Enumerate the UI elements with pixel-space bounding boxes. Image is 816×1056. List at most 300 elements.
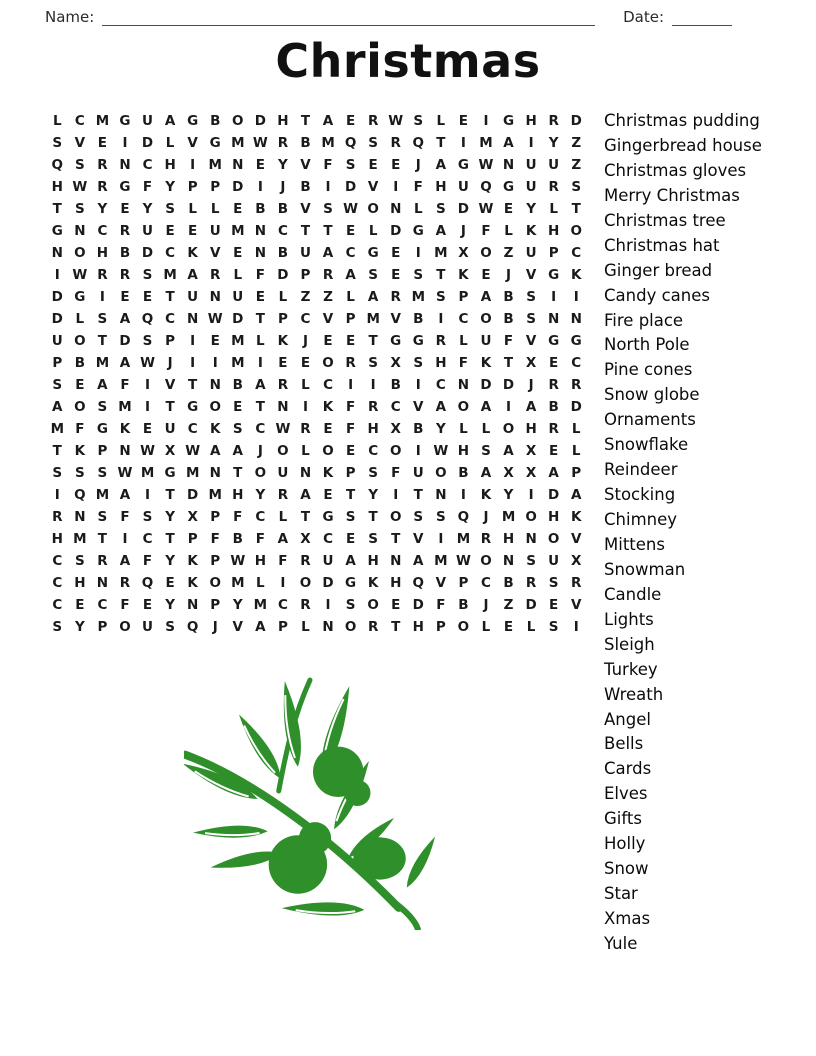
grid-letter: G [209,135,221,151]
grid-letter: L [459,421,468,437]
grid-letter: F [391,465,401,481]
grid-letter: T [165,531,175,547]
grid-letter: L [549,201,558,217]
grid-letter: E [255,157,265,173]
grid-letter: N [232,157,244,173]
word-search-grid [46,110,588,638]
grid-letter: I [551,289,557,305]
grid-letter: R [367,113,379,129]
grid-letter: S [368,465,379,481]
grid-letter: I [54,487,60,503]
grid-letter: E [120,201,130,217]
grid-letter: X [187,509,198,525]
grid-letter: X [164,443,176,459]
grid-letter: D [277,267,289,283]
grid-letter: Q [141,575,154,591]
grid-letter: O [525,509,537,525]
grid-letter: D [187,487,199,503]
grid-letter: Z [503,597,514,613]
grid-letter: S [548,619,559,635]
grid-letter: F [278,553,288,569]
grid-letter: T [255,311,265,327]
grid-letter: P [277,311,288,327]
grid-letter: S [345,509,356,525]
grid-letter: I [122,135,128,151]
grid-letter: F [458,355,469,371]
grid-letter: S [368,267,379,283]
grid-letter: V [413,531,424,547]
grid-letter: R [97,553,108,569]
word-list-item: Chimney [604,510,678,529]
grid-letter: Q [344,135,357,151]
grid-letter: W [455,553,471,569]
grid-letter: A [255,619,266,635]
grid-letter: T [391,531,401,547]
grid-letter: N [51,245,63,261]
grid-letter: L [256,575,265,591]
grid-letter: I [145,377,151,393]
grid-letter: F [75,421,85,437]
grid-letter: N [390,553,402,569]
grid-letter: H [367,421,379,437]
word-list-item: Snow [604,859,649,879]
grid-letter: H [548,223,560,239]
grid-letter: C [571,245,582,261]
grid-letter: C [368,443,379,459]
grid-letter: K [187,245,198,261]
grid-letter: R [277,377,289,393]
grid-letter: V [525,333,537,349]
grid-letter: E [75,377,85,393]
grid-letter: R [367,619,379,635]
word-list-item: Mittens [604,534,665,554]
grid-letter: A [119,311,131,327]
grid-letter: N [187,597,199,613]
grid-letter: F [481,223,491,239]
grid-letter: E [345,443,356,459]
grid-letter: A [119,553,131,569]
grid-letter: I [370,377,376,393]
grid-letter: I [438,311,444,327]
grid-letter: N [96,575,109,591]
grid-letter: U [142,619,154,635]
grid-letter: G [412,333,424,349]
grid-letter: E [391,597,401,613]
grid-letter: I [145,487,151,503]
olive-branch-illustration [184,670,438,930]
word-list-item: Turkey [604,659,658,679]
grid-letter: I [212,355,218,371]
grid-letter: I [415,443,421,459]
grid-letter: L [165,135,175,151]
grid-letter: H [164,157,176,173]
grid-letter: I [573,619,579,635]
grid-letter: W [388,113,404,129]
grid-letter: P [300,267,311,283]
grid-letter: V [525,267,537,283]
grid-letter: M [231,333,245,349]
grid-letter: I [122,531,128,547]
grid-letter: R [97,179,108,195]
grid-letter: N [254,223,266,239]
grid-letter: Q [186,619,199,635]
grid-letter: G [502,179,515,195]
grid-letter: K [458,267,469,283]
grid-letter: U [164,421,176,437]
word-list-item: Christmas hat [604,235,720,255]
grid-letter: Z [300,289,311,305]
grid-letter: S [526,289,536,305]
grid-letter: T [97,531,108,547]
grid-letter: Q [51,157,64,173]
grid-letter: L [504,223,513,239]
grid-letter: E [165,223,175,239]
grid-letter: B [458,597,469,613]
grid-letter: I [483,113,489,129]
grid-letter: O [502,421,515,437]
grid-letter: F [345,399,356,415]
grid-letter: O [74,245,86,261]
grid-letter: S [526,553,536,569]
grid-letter: R [571,377,582,393]
grid-letter: H [232,487,244,503]
grid-letter: C [255,421,266,437]
grid-letter: W [72,179,88,195]
grid-letter: C [74,113,85,129]
grid-letter: H [51,179,63,195]
grid-letter: J [302,333,308,349]
grid-letter: G [322,509,334,525]
grid-letter: K [480,355,492,371]
grid-letter: S [52,619,63,635]
word-list-item: Yule [604,933,638,953]
grid-letter: X [300,531,311,547]
grid-letter: R [97,157,108,173]
grid-letter: E [120,289,130,305]
grid-letter: C [165,245,176,261]
grid-letter: J [483,509,489,525]
olive [299,822,331,854]
grid-letter: D [457,201,470,217]
grid-letter: D [232,179,244,195]
grid-letter: I [280,575,286,591]
grid-letter: X [571,553,582,569]
grid-letter: A [209,443,221,459]
grid-letter: S [368,531,379,547]
grid-letter: S [368,355,379,371]
grid-letter: E [142,421,153,437]
grid-letter: Y [368,487,379,503]
grid-letter: C [435,377,446,393]
grid-letter: P [277,619,288,635]
grid-letter: F [255,267,265,283]
grid-letter: T [300,509,311,525]
grid-letter: B [210,113,221,129]
grid-letter: O [480,245,492,261]
grid-letter: M [208,487,222,503]
grid-letter: V [232,619,243,635]
grid-letter: U [457,179,469,195]
grid-letter: A [345,267,356,283]
grid-letter: N [74,509,86,525]
grid-letter: B [277,201,289,217]
grid-letter: T [52,443,62,459]
grid-letter: T [188,377,198,393]
grid-letter: M [321,135,335,151]
grid-letter: N [435,487,447,503]
grid-letter: W [478,201,494,217]
grid-letter: A [503,135,514,151]
grid-letter: Q [74,487,86,503]
grid-letter: N [457,377,470,393]
word-list-item: Cards [604,759,652,779]
grid-letter: S [52,465,63,481]
grid-letter: U [142,113,154,129]
grid-letter: S [165,619,175,635]
grid-letter: F [142,553,153,569]
grid-letter: L [571,421,581,437]
grid-letter: W [343,201,359,217]
word-list-item: Christmas gloves [604,160,747,180]
grid-letter: E [368,157,378,173]
grid-letter: T [97,333,108,349]
grid-letter: U [525,179,537,195]
grid-letter: G [51,223,63,239]
leaf [401,835,438,890]
grid-letter: I [415,377,421,393]
grid-letter: M [366,311,380,327]
grid-letter: A [322,245,334,261]
grid-letter: J [415,157,421,173]
grid-letter: I [190,157,196,173]
grid-letter: K [570,267,582,283]
grid-letter: H [457,443,470,459]
grid-letter: Y [503,487,514,503]
grid-letter: J [167,355,173,371]
grid-letter: H [435,179,447,195]
grid-letter: S [142,509,153,525]
grid-letter: R [548,113,559,129]
grid-letter: T [413,487,423,503]
grid-letter: H [525,113,537,129]
olive [344,780,370,806]
grid-letter: D [570,113,582,129]
grid-letter: D [51,311,63,327]
grid-letter: L [210,201,220,217]
grid-letter: X [525,355,537,371]
grid-letter: L [413,201,423,217]
grid-letter: Q [412,575,425,591]
grid-letter: V [435,575,447,591]
grid-letter: I [460,487,466,503]
grid-letter: P [345,465,356,481]
grid-letter: V [390,311,401,327]
grid-letter: I [348,377,354,393]
grid-letter: R [277,487,289,503]
grid-letter: C [323,377,333,393]
grid-letter: O [389,443,402,459]
grid-letter: Q [457,509,470,525]
grid-letter: T [52,201,62,217]
grid-letter: A [232,443,243,459]
grid-letter: Y [232,597,243,613]
grid-letter: I [325,597,331,613]
grid-letter: S [74,465,85,481]
grid-letter: Q [480,179,492,195]
grid-letter: M [163,267,177,283]
grid-letter: A [480,399,492,415]
grid-letter: O [389,509,402,525]
grid-letter: V [187,135,198,151]
grid-letter: N [209,465,221,481]
grid-letter: Y [97,201,108,217]
grid-letter: M [231,355,245,371]
word-list-item: North Pole [604,335,690,355]
grid-letter: N [322,619,334,635]
grid-letter: P [458,289,469,305]
grid-letter: M [95,113,110,129]
grid-letter: O [547,531,560,547]
grid-letter: M [140,465,155,481]
grid-letter: I [506,399,512,415]
leaf [193,824,268,839]
grid-letter: O [322,355,334,371]
grid-letter: N [525,531,537,547]
grid-letter: I [460,135,466,151]
grid-letter: S [97,509,108,525]
grid-letter: R [300,597,311,613]
grid-letter: Z [503,245,514,261]
grid-letter: P [165,333,176,349]
grid-letter: N [74,223,86,239]
grid-letter: M [50,421,64,437]
grid-letter: K [480,487,492,503]
grid-letter: L [346,289,355,305]
grid-letter: E [142,289,153,305]
grid-letter: E [165,575,175,591]
grid-letter: Q [141,311,154,327]
grid-letter: G [548,267,560,283]
word-list-item: Stocking [604,485,676,505]
grid-letter: D [525,597,537,613]
grid-letter: A [345,553,356,569]
grid-letter: O [480,311,492,327]
grid-letter: C [481,575,491,591]
grid-letter: J [506,267,512,283]
grid-letter: M [208,157,222,173]
grid-letter: R [548,179,559,195]
word-list-item: Star [604,884,638,904]
grid-letter: L [52,113,62,129]
grid-letter: O [74,333,86,349]
grid-letter: W [433,443,449,459]
grid-letter: M [231,575,245,591]
grid-letter: E [323,421,333,437]
grid-letter: K [322,465,334,481]
grid-letter: E [233,201,243,217]
grid-letter: E [391,245,401,261]
grid-letter: T [571,201,581,217]
grid-letter: T [368,333,378,349]
grid-letter: H [525,421,537,437]
grid-letter: Y [278,157,288,173]
grid-letter: S [74,201,85,217]
grid-letter: C [255,509,266,525]
grid-letter: W [275,421,291,437]
grid-letter: P [458,575,469,591]
grid-letter: S [435,201,446,217]
grid-letter: K [209,421,221,437]
word-list-item: Reindeer [604,460,678,480]
word-list-item: Elves [604,784,648,804]
grid-letter: U [232,289,244,305]
grid-letter: L [301,377,310,393]
grid-letter: K [187,575,198,591]
grid-letter: X [390,421,401,437]
grid-letter: G [345,575,357,591]
grid-letter: S [413,113,424,129]
grid-letter: K [187,553,198,569]
grid-letter: B [232,531,243,547]
grid-letter: F [120,509,130,525]
page-title: Christmas [275,34,541,88]
grid-letter: L [75,311,85,327]
grid-letter: Z [571,157,582,173]
grid-letter: R [277,135,289,151]
grid-letter: I [528,135,534,151]
grid-letter: E [300,355,311,371]
grid-letter: P [548,245,559,261]
leaf [184,756,260,807]
grid-letter: I [415,245,421,261]
grid-letter: G [187,113,199,129]
grid-letter: O [277,443,289,459]
grid-letter: D [119,333,131,349]
grid-letter: C [277,597,288,613]
grid-letter: E [345,333,356,349]
leaf [281,899,364,918]
grid-letter: R [548,421,559,437]
word-list-item: Christmas pudding [604,111,760,130]
grid-letter: R [210,267,221,283]
grid-letter: B [119,245,131,261]
word-list-item: Angel [604,709,651,729]
grid-letter: R [119,267,131,283]
grid-letter: V [74,135,86,151]
word-list-item: Candy canes [604,285,710,305]
grid-letter: A [367,289,379,305]
word-list-item: Ginger bread [604,260,713,280]
grid-letter: C [97,597,108,613]
grid-letter: K [277,333,289,349]
grid-letter: H [74,575,86,591]
grid-letter: T [345,487,356,503]
grid-letter: S [526,311,536,327]
grid-letter: Q [412,135,425,151]
grid-letter: O [232,113,244,129]
grid-letter: B [458,465,469,481]
grid-letter: M [434,553,448,569]
grid-letter: M [501,509,516,525]
grid-letter: R [119,223,131,239]
grid-letter: A [480,289,492,305]
grid-letter: S [413,509,424,525]
grid-letter: A [52,399,63,415]
grid-letter: F [255,531,265,547]
grid-letter: R [345,355,356,371]
grid-letter: W [140,443,155,459]
grid-letter: D [141,135,154,151]
